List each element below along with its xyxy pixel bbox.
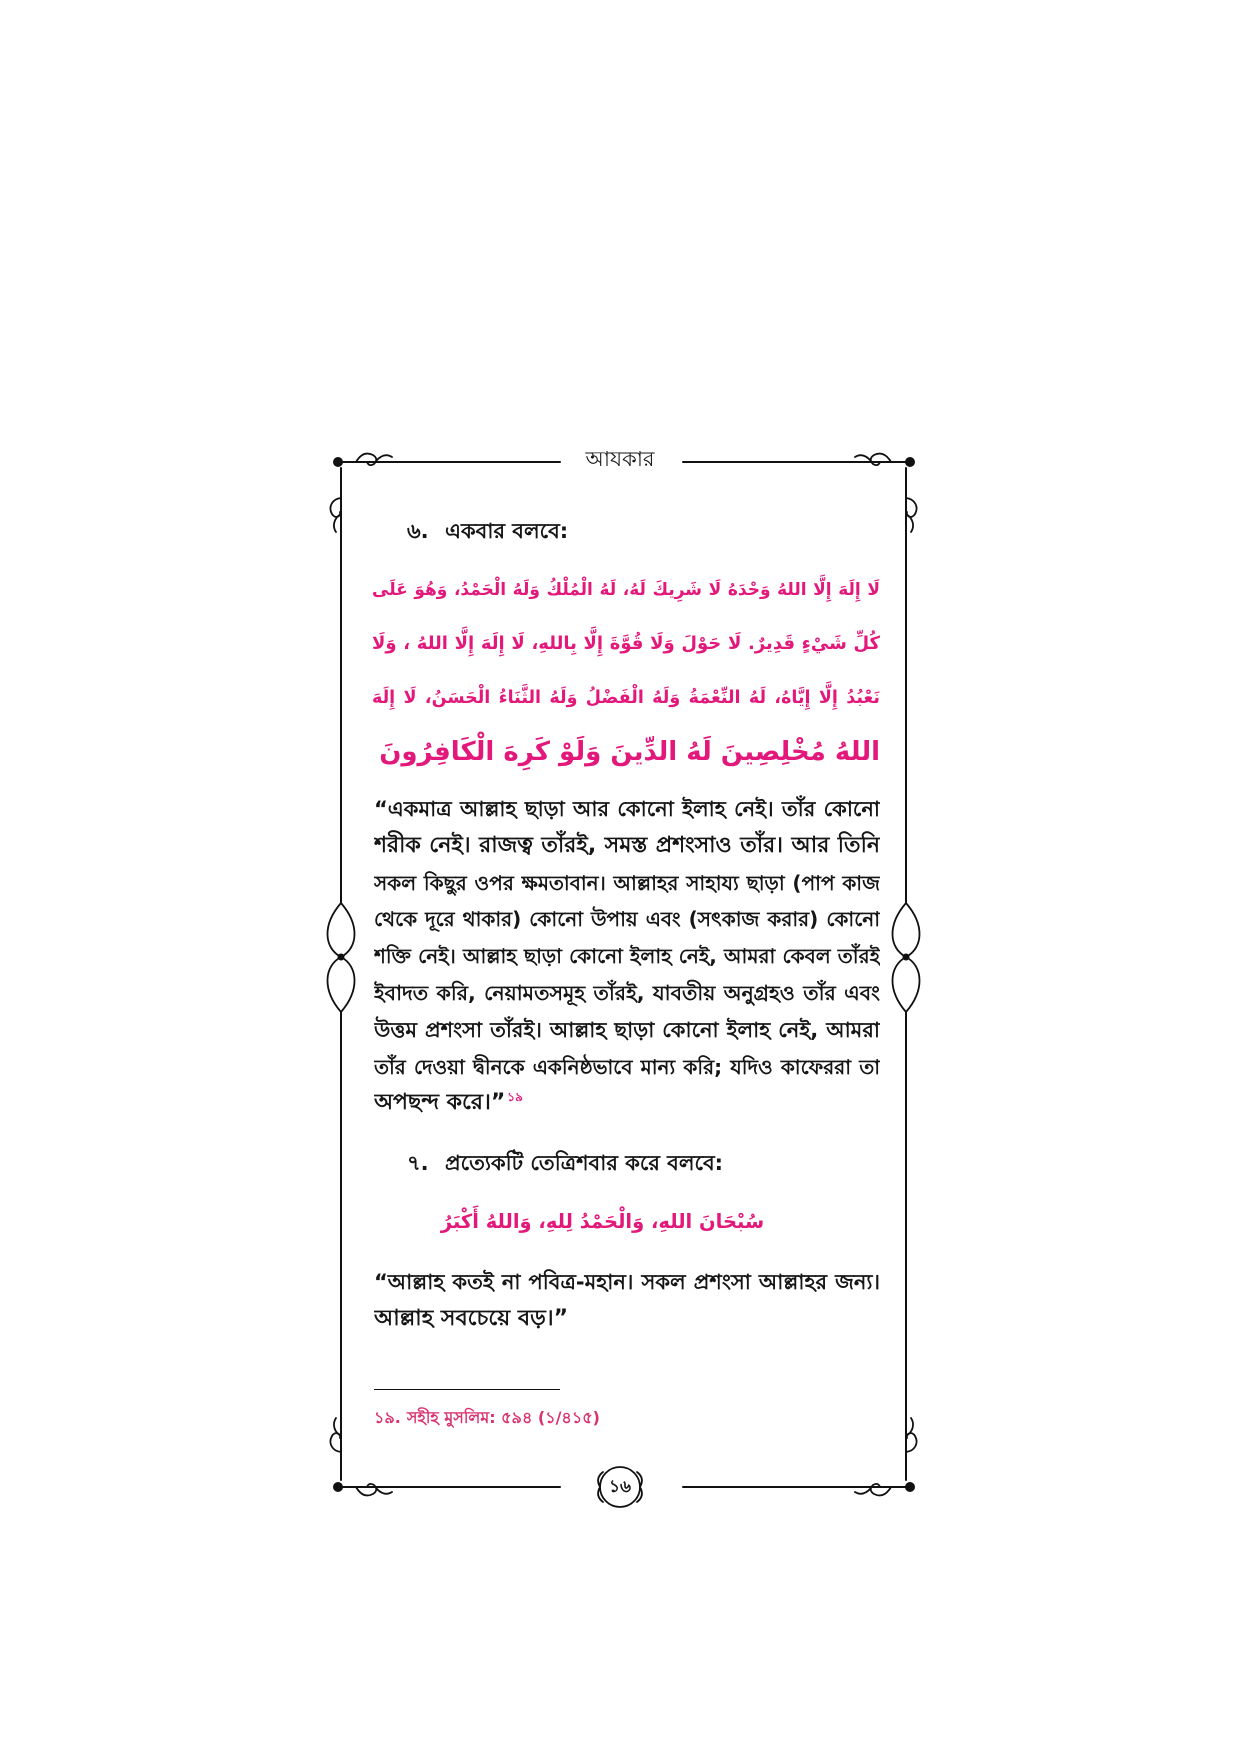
- section-instruction: একবার বলবে:: [445, 519, 569, 543]
- page-number: ১৬: [608, 1477, 632, 1497]
- frame-flourish-left-bottom: [330, 1418, 341, 1452]
- section-heading: [407, 516, 877, 546]
- footnote-text: সহীহ মুসলিম: ৫৯৪ (১/৪১৫): [406, 1408, 600, 1427]
- translation-line: শক্তি নেই। আল্লাহ ছাড়া কোনো ইলাহ নেই, আমরা কেবল তাঁরই: [374, 944, 880, 969]
- page-header-title: আযকার: [585, 447, 655, 471]
- translation-line: উত্তম প্রশংসা তাঁরই। আল্লাহ ছাড়া কোনো ইলাহ নেই, আমরা: [374, 1017, 880, 1042]
- arabic-tasbih-line: سُبْحَانَ اللهِ، وَالْحَمْدُ لِلهِ، وَاللهُ أَكْبَرُ: [440, 1210, 765, 1233]
- frame-flourish-right-top: [906, 498, 917, 532]
- translation-line: শরীক নেই। রাজত্ব তাঁরই, সমস্ত প্রশংসাও তাঁর। আর তিনি: [374, 832, 880, 858]
- translation-block: [374, 791, 880, 1122]
- arabic-dua-line: اللهُ مُخْلِصِينَ لَهُ الدِّينَ وَلَوْ كَرِهَ الْكَافِرُونَ: [379, 737, 880, 767]
- section-number: ৭.: [407, 1151, 429, 1175]
- translation-line: “একমাত্র আল্লাহ ছাড়া আর কোনো ইলাহ নেই। তাঁর কোনো: [374, 797, 880, 821]
- translation-line: সকল কিছুর ওপর ক্ষমতাবান। আল্লাহর সাহায্য ছাড়া (পাপ কাজ: [374, 870, 880, 895]
- section-number: ৬.: [407, 519, 429, 543]
- frame-flourish-top-left: [356, 454, 392, 466]
- frame-corner-dot-top-right: [905, 457, 915, 467]
- footnote-ref-marker: ১৯: [507, 1090, 523, 1105]
- arabic-dua-line: لَا إِلَهَ إِلَّا اللهُ وَحْدَهُ لَا شَرِيكَ لَهُ، لَهُ الْمُلْكُ وَلَهُ الْحَمْدُ، وَهُوَ عَلَى: [372, 580, 880, 600]
- translation-line: “আল্লাহ কতই না পবিত্র-মহান। সকল প্রশংসা আল্লাহর জন্য।: [374, 1270, 880, 1294]
- footnote-number: ১৯.: [374, 1408, 401, 1427]
- frame-flourish-bottom-left: [356, 1484, 392, 1496]
- translation-line: আল্লাহ সবচেয়ে বড়।”: [374, 1305, 569, 1331]
- frame-corner-dot-top-left: [333, 457, 343, 467]
- translation-line: তাঁর দেওয়া দ্বীনকে একনিষ্ঠভাবে মান্য করি; যদিও কাফেররা তা: [374, 1054, 880, 1079]
- frame-flourish-bottom-right: [855, 1484, 891, 1496]
- footnote-entry: [374, 1405, 674, 1431]
- translation-block: [374, 1264, 880, 1338]
- arabic-dua-block: [372, 563, 880, 779]
- frame-flourish-right-bottom: [906, 1418, 917, 1452]
- frame-corner-dot-bottom-right: [905, 1482, 915, 1492]
- section-heading: [407, 1148, 877, 1178]
- frame-flourish-left-top: [330, 498, 341, 532]
- arabic-dua-line: نَعْبُدُ إِلَّا إِيَّاهُ، لَهُ النِّعْمَةُ وَلَهُ الْفَضْلُ وَلَهُ الثَّنَاءُ الْحَسَنُ، لَا إِلَهَ: [372, 688, 880, 708]
- footnote-rule: [374, 1389, 560, 1390]
- translation-line: ইবাদত করি, নেয়ামতসমূহ তাঁরই, যাবতীয় অনুগ্রহও তাঁর এবং: [374, 980, 880, 1005]
- arabic-dua-line: كُلِّ شَيْءٍ قَدِيرٌ. لَا حَوْلَ وَلَا قُوَّةَ إِلَّا بِاللهِ، لَا إِلَهَ إِلَّا اللهُ ، وَلَا: [372, 633, 880, 654]
- translation-line: [374, 1085, 880, 1122]
- section-instruction: প্রত্যেকটি তেত্রিশবার করে বলবে:: [445, 1151, 724, 1175]
- translation-line-text: অপছন্দ করে।”: [374, 1090, 506, 1116]
- translation-line: থেকে দূরে থাকার) কোনো উপায় এবং (সৎকাজ করার) কোনো: [374, 907, 880, 932]
- side-loop-center-dot-left: [338, 954, 345, 961]
- side-loop-center-dot-right: [903, 954, 910, 961]
- frame-flourish-top-right: [855, 454, 891, 466]
- frame-corner-dot-bottom-left: [333, 1482, 343, 1492]
